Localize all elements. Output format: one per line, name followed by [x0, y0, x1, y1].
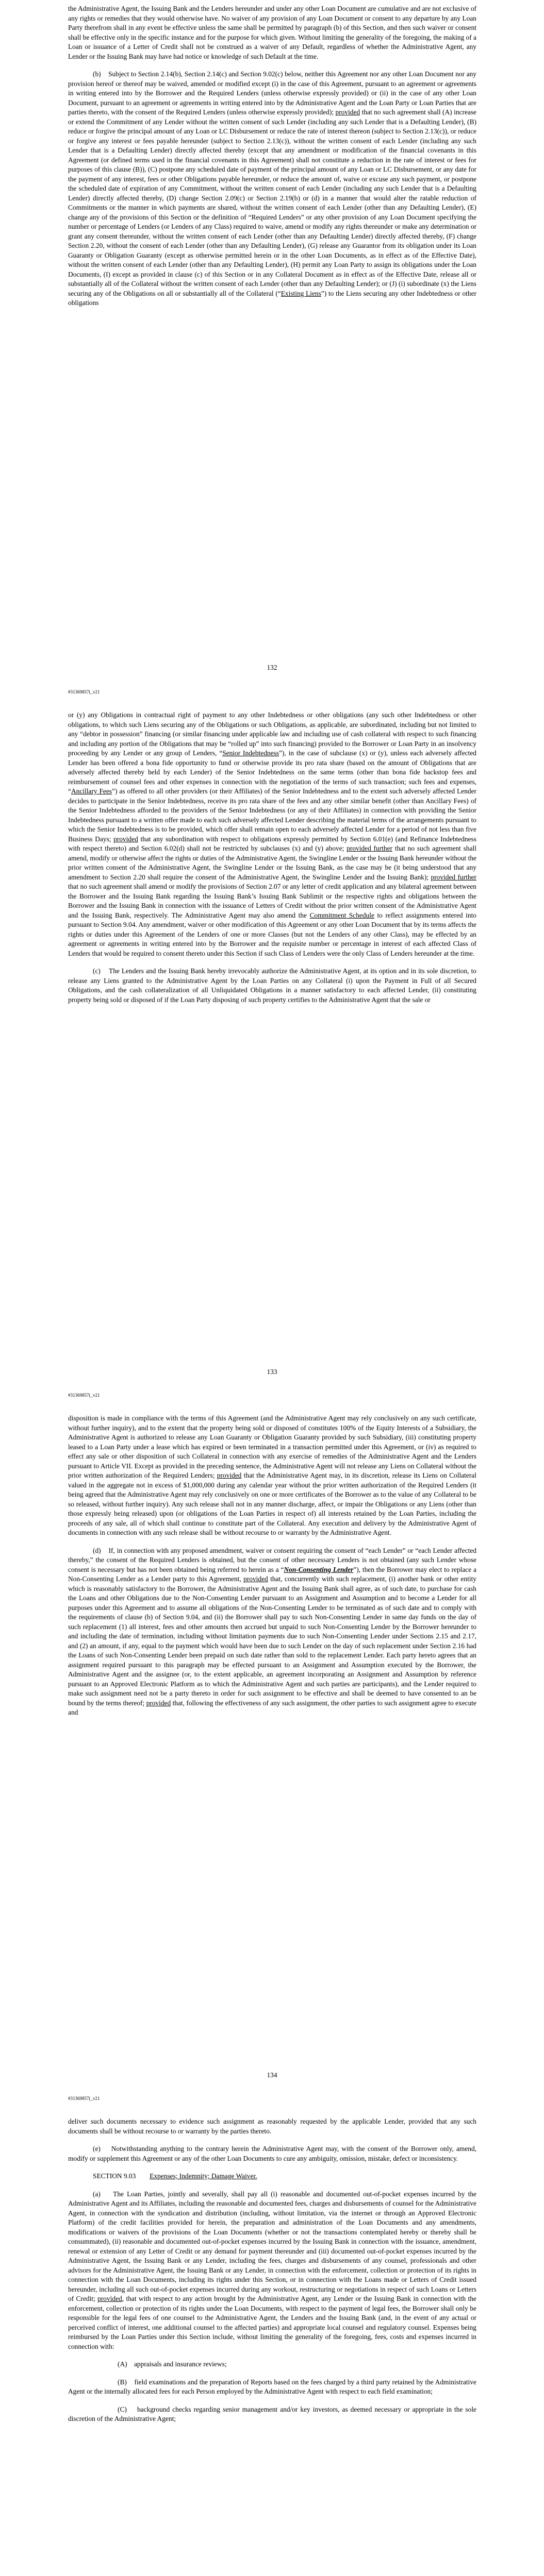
text-run: that, concurrently with such replacement, (i) another bank or other entity which is reasonably satisfactory to the Borrower, the Administrative Agent and the Issuing Bank shall agree, as of such date, to purchase for cash the Loans and other Obligations due to the Non-Consenting Lender pursuant to an Assignment and Assumption and to become a Lender for all purposes under this Agreement and to assume all obligations of the Non-Consenting Lender to be terminated as of such date and to comply with the requirements of clause (b) of Section 9.04, and (ii) the Borrower shall pay to such Non-Consenting Lender in same day funds on the day of such replacement (1) all interest, fees and other amounts then accrued but unpaid to such Non-Consenting Lender by the Borrower hereunder to and including the date of termination, including without limitation payments due to such Non-Consenting Lender under Sections 2.15 and 2.17, and (2) an amount, if any, equal to the payment which would have been due to such Lender on the day of such replacement under Section 2.16 had the Loans of such Non-Consenting Lender been prepaid on such date rather than sold to the replacement Lender. Each party hereto agrees that an assignment required pursuant to this paragraph may be effected pursuant to an Assignment and Assumption executed by the Borrower, the Administrative Agent and the assignee (or, to the extent applicable, an agreement incorporating an Assignment and Assumption by reference pursuant to an Approved Electronic Platform as to which the Administrative Agent and such parties are participants), and the Lender required to make such assignment need not be a party thereto in order for such assignment to be effective and shall be deemed to have consented to an be bound by the terms thereof;: [68, 1575, 476, 1707]
page-135: [0, 2110, 544, 2576]
document-id: #31369857(_v21: [68, 2096, 100, 2101]
paragraph: the Administrative Agent, the Issuing Bank and the Lenders hereunder and under any other Loan Document are cumulative and are not exclusive of any rights or remedies that they would otherwise have. No waiver of any provision of any Loan Document or consent to any departure by any Loan Party therefrom shall in any event be effective unless the same shall be permitted by paragraph (b) of this Section, and then such waiver or consent shall be effective only in the specific instance and for the purpose for which given. Without limiting the generality of the foregoing, the making of a Loan or issuance of a Letter of Credit shall not be construed as a waiver of any Default, regardless of whether the Administrative Agent, any Lender or the Issuing Bank may have had notice or knowledge of such Default at the time.: [68, 5, 476, 60]
page-133: [0, 703, 544, 1406]
paragraph: [68, 710, 476, 958]
underlined-term: provided further: [347, 844, 392, 852]
text-run: disposition is made in compliance with the terms of this Agreement (and the Administrative Agent may rely conclusively on any such certificate, without further inquiry), and to the extent that the property being sold or disposed of constitutes 100% of the Equity Interests of a Subsidiary, the Administrative Agent is authorized to release any Loan Guaranty or Obligation Guaranty provided by such Subsidiary, (iii) constituting property leased to a Loan Party under a lease which has expired or been terminated in a transaction permitted under this Agreement, or (iv) as required to effect any sale or other disposition of such Collateral in connection with any exercise of remedies of the Administrative Agent and the Lenders pursuant to Article VII. Except as provided in the preceding sentence, the Administrative Agent will not release any Liens on Collateral without the prior written authorization of the Required Lenders;: [68, 1414, 476, 1479]
text-run: , that with respect to any action brought by the Administrative Agent, any Lender or the Issuing Bank in connection with the enforcement, collection or protection of its rights under the Loan Documents, with respect to the payment of legal fees, the Borrower shall only be responsible for the legal fees of one counsel to the Administrative Agent, the Lenders and the Issuing Bank (and, in the event of any actual or perceived conflict of interest, one additional counsel to the affected parties) and appropriate local counsel and regulatory counsel. Expenses being reimbursed by the Loan Parties under this Section include, without limiting the generality of the foregoing, fees, costs and expenses incurred in connection with:: [68, 2295, 477, 2350]
page-text: [68, 1414, 476, 1726]
underlined-term: provided: [335, 108, 360, 116]
underlined-term: provided: [113, 835, 138, 843]
text-run: that, following the effectiveness of any such assignment, the other parties to such assignment agree to execute and: [68, 1699, 476, 1716]
text-run: that any subordination with respect to obligations expressly permitted by Section 6.01(e) (and Refinance Indebtedness with respect thereto) and Section 6.02(d) shall not be restricted by subclauses (x) and (y) above;: [68, 835, 476, 852]
page-text: [68, 4, 476, 316]
document-id: #31369857(_v21: [68, 1393, 100, 1398]
defined-term: Non-Consenting Lender: [284, 1565, 354, 1573]
paragraph-d: [68, 1546, 476, 1718]
paragraph-b: [68, 70, 476, 308]
list-item-a: (A) appraisals and insurance reviews;: [118, 2360, 227, 2368]
page-text: [68, 710, 476, 1013]
defined-term: Senior Indebtedness: [222, 749, 279, 757]
page-number: 134: [267, 2071, 277, 2079]
text-run: (a) The Loan Parties, jointly and severally, shall pay all (i) reasonable and documented out-of-pocket expenses incurred by the Administrative Agent and its Affiliates, including the reasonable and documented fees, charges and disbursements of counsel for the Administrative Agent, in connection with the syndication and distribution (including, without limitation, via the internet or through an Approved Electronic Platform) of the credit facilities provided for herein, the preparation and administration of the Loan Documents and any amendments, modifications or waivers of the provisions of the Loan Documents (whether or not the transactions contemplated hereby or thereby shall be consummated), (ii) reasonable and documented out-of-pocket expenses incurred by the Issuing Bank in connection with the issuance, amendment, renewal or extension of any Letter of Credit or any demand for payment thereunder and (iii) documented out-of-pocket expenses incurred by the Administrative Agent, the Issuing Bank or any Lender, including the fees, charges and disbursements of any counsel, professionals and other advisors for the Administrative Agent, the Issuing Bank or any Lender, in connection with the enforcement, collection or protection of its rights in connection with the Loan Documents, including its rights under this Section, or in connection with the Loans made or Letters of Credit issued hereunder, including all such out-of-pocket expenses incurred during any workout, restructuring or negotiations in respect of such Loans or Letters of Credit;: [68, 2190, 476, 2302]
section-title: Expenses; Indemnity; Damage Waiver.: [150, 2172, 257, 2180]
underlined-term: provided: [217, 1471, 242, 1479]
text-run: ”) to the Liens securing any other Indebtedness or other obligations: [68, 289, 477, 307]
page-number: 133: [267, 1368, 277, 1376]
text-run: (d) If, in connection with any proposed amendment, waiver or consent requiring the consent of “each Lender” or “each Lender affected thereby,” the consent of the Required Lenders is obtained, but the consent of other necessary Lenders is not obtained (any such Lender whose consent is necessary but has not been obtained being referred to herein as a “: [68, 1546, 476, 1573]
text-run: ”) as offered to all other providers (or their Affiliates) of the Senior Indebtedness and to the extent such adversely affected Lender decides to participate in the Senior Indebtedness, receive its pro rata share of the fees and any other similar benefit (other than Ancillary Fees) of the Senior Indebtedness afforded to the providers of the Senior Indebtedness (or any of their Affiliates) in connection with providing the Senior Indebtedness pursuant to a written offer made to each such adversely affected Lender describing the material terms of the arrangements pursuant to which the Senior Indebtedness is to be provided, which offer shall remain open to each adversely affected Lender for a period of not less than five Business Days;: [68, 787, 476, 843]
document-id: #31369857(_v21: [68, 689, 100, 694]
text-run: ”), in the case of subclause (x) or (y), unless each adversely affected Lender has been offered a bona fide opportunity to fund or otherwise provide its pro rata share (based on the amount of Obligations that are adversely affected thereby held by each Lender) of the Senior Indebtedness on the same terms (other than bona fide backstop fees and reimbursement of counsel fees and other expenses in connection with the negotiation of the terms of such transaction; such fees and expenses, “: [68, 749, 477, 795]
page-number: 132: [267, 664, 277, 671]
section-heading: [68, 2172, 476, 2181]
paragraph: deliver such documents necessary to evidence such assignment as reasonably requested by the applicable Lender, provided that any such documents shall be without recourse to or warranty by the parties thereto.: [68, 2117, 476, 2135]
text-run: (b) Subject to Section 2.14(b), Section 2.14(c) and Section 9.02(c) below, neither this Agreement nor any other Loan Document nor any provision hereof or thereof may be waived, amended or modified except (i) in the case of this Agreement, pursuant to an agreement or agreements in writing entered into by the Borrower and the Required Lenders (unless otherwise expressly provided) or (ii) in the case of any other Loan Document, pursuant to an agreement or agreements in writing entered into by the Administrative Agent and the Loan Party or Loan Parties that are parties thereto, with the consent of the Required Lenders (unless otherwise expressly provided);: [68, 70, 476, 116]
underlined-term: provided: [243, 1575, 268, 1583]
text-run: to reflect assignments entered into pursuant to Section 9.04. Any amendment, waiver or other modification of this Agreement or any other Loan Document that by its terms affects the rights or duties under this Agreement of the Lenders of one or more Classes (but not the Lenders of any other Class), may be effected by an agreement or agreements in writing entered into by the Borrower and the requisite number or percentage in interest of each affected Class of Lenders that would be required to consent thereto under this Section if such Class of Lenders were the only Class of Lenders hereunder at the time.: [68, 911, 476, 957]
defined-term: Commitment Schedule: [309, 911, 374, 919]
paragraph-c: (c) The Lenders and the Issuing Bank hereby irrevocably authorize the Administrative Agent, at its option and in its sole discretion, to release any Liens granted to the Administrative Agent by the Loan Parties on any Collateral (i) upon the Payment in Full of all Secured Obligations, and the cash collateralization of all Unliquidated Obligations in a manner satisfactory to each affected Lender, (ii) constituting property being sold or disposed of if the Loan Party disposing of such property certifies to the Administrative Agent that the sale or: [68, 967, 476, 1004]
text-run: that no such agreement shall amend or modify the provisions of Section 2.07 or any letter of credit application and any bilateral agreement between the Borrower and the Issuing Bank regarding the Issuing Bank’s Issuing Bank Sublimit or the respective rights and obligations between the Borrower and the Issuing Bank in connection with the issuance of Letters of Credit without the prior written consent of the Administrative Agent and the Issuing Bank, respectively. The Administrative Agent may also amend the: [68, 883, 476, 919]
paragraph-section-a: [68, 2190, 476, 2352]
text-run: that no such agreement shall (A) increase or extend the Commitment of any Lender without the written consent of such Lender (including any such Lender that is a Defaulting Lender), (B) reduce or forgive the principal amount of any Loan or LC Disbursement or reduce the rate of interest thereon (subject to Section 2.13(c)), or reduce or forgive any interest or fees payable hereunder (subject to Section 2.13(c)), without the written consent of each Lender (including any such Lender that is a Defaulting Lender) directly affected thereby (except that any amendment or modification of the financial covenants in this Agreement (or defined terms used in the financial covenants in this Agreement) shall not constitute a reduction in the rate of interest or fees for purposes of this clause (B)), (C) postpone any scheduled date of payment of the principal amount of any Loan or LC Disbursement, or any date for the payment of any interest, fees or other Obligations payable hereunder, or reduce the amount of, waive or excuse any such payment, or postpone the scheduled date of expiration of any Commitment, without the written consent of each Lender (including any such Lender that is a Defaulting Lender) directly affected thereby, (D) change Section 2.09(c) or Section 2.19(b) or (d) in a manner that would alter the ratable reduction of Commitments or the manner in which payments are shared, without the written consent of each Lender (other than any Defaulting Lender), (E) change any of the provisions of this Section or the definition of “Required Lenders” or any other provision of any Loan Document specifying the number or percentage of Lenders (or Lenders of any Class) required to waive, amend or modify any rights thereunder or make any determination or grant any consent thereunder, without the written consent of each Lender (other than any Defaulting Lender) directly affected thereby, (F) change Section 2.20, without the consent of each Lender (other than any Defaulting Lender), (G) release any Guarantor from its obligation under its Loan Guaranty or Obligation Guaranty (except as otherwise permitted herein or in the other Loan Documents, as in effect as of the Effective Date), without the written consent of each Lender (other than any Defaulting Lender), (H) permit any Loan Party to assign its obligations under the Loan Documents, (I) except as provided in clause (c) of this Section or in any Collateral Document as in effect as of the Effective Date, release all or substantially all of the Collateral without the written consent of each Lender (other than any Defaulting Lender); or (J) (i) subordinate (x) the Liens securing any of the Obligations on all or substantially all of the Collateral (“: [68, 108, 476, 297]
list-item-c: (C) background checks regarding senior management and/or key investors, as deemed necessary or appropriate in the sole discretion of the Administrative Agent;: [68, 2405, 476, 2422]
text-run: ”), then the Borrower may elect to replace a Non-Consenting Lender as a Lender party to this Agreement,: [68, 1565, 476, 1583]
paragraph: [68, 1414, 476, 1538]
text-run: that no such agreement shall amend, modify or otherwise affect the rights or duties of the Administrative Agent, the Swingline Lender or the Issuing Bank hereunder without the prior written consent of the Administrative Agent, the Swingline Lender or the Issuing Bank, as the case may be (it being understood that any amendment to Section 2.20 shall require the consent of the Administrative Agent, the Swingline Lender and the Issuing Bank);: [68, 844, 476, 881]
defined-term: Ancillary Fees: [71, 787, 112, 795]
text-run: or (y) any Obligations in contractual right of payment to any other Indebtedness or other obligations (any such other Indebtedness or other obligations, to which such Liens securing any of the Obligations or such Obligations, as applicable, are subordinated, including but not limited to any “debtor in possession” financing (or similar financing under applicable law and including use of cash collateral with respect to such financing and including any portion of the Obligations that may be “rolled up” into such financing) provided to the Borrower or Loan Party in an insolvency proceeding by any Lender or any group of Lenders, “: [68, 711, 476, 757]
defined-term: Existing Liens: [281, 289, 321, 297]
underlined-term: provided: [97, 2295, 122, 2302]
paragraph-e: (e) Notwithstanding anything to the contrary herein the Administrative Agent may, with the consent of the Borrower only, amend, modify or supplement this Agreement or any of the other Loan Documents to cure any ambiguity, omission, mistake, defect or inconsistency.: [68, 2145, 476, 2162]
underlined-term: provided: [146, 1699, 171, 1707]
list-item-b: (B) field examinations and the preparation of Reports based on the fees charged by a third party retained by the Administrative Agent or the internally allocated fees for each Person employed by the Administrative Agent with respect to each field examination;: [68, 2378, 476, 2395]
page-text: [68, 2117, 476, 2432]
section-number: SECTION 9.03: [93, 2172, 136, 2180]
underlined-term: provided further: [431, 873, 476, 881]
text-run: that the Administrative Agent may, in its discretion, release its Liens on Collateral valued in the aggregate not in excess of $1,000,000 during any calendar year without the prior written authorization of the Required Lenders (it being agreed that the Administrative Agent may rely conclusively on one or more certificates of the Borrower as to the value of any Collateral to be so released, without further inquiry). Any such release shall not in any manner discharge, affect, or impair the Obligations or any Liens (other than those expressly being released) upon (or obligations of the Loan Parties in respect of) all interests retained by the Loan Parties, including the proceeds of any sale, all of which shall continue to constitute part of the Collateral. Any execution and delivery by the Administrative Agent of documents in connection with any such release shall be without recourse to or warranty by the Administrative Agent.: [68, 1471, 476, 1536]
page-134: [0, 1406, 544, 2110]
page-132: [0, 0, 544, 703]
